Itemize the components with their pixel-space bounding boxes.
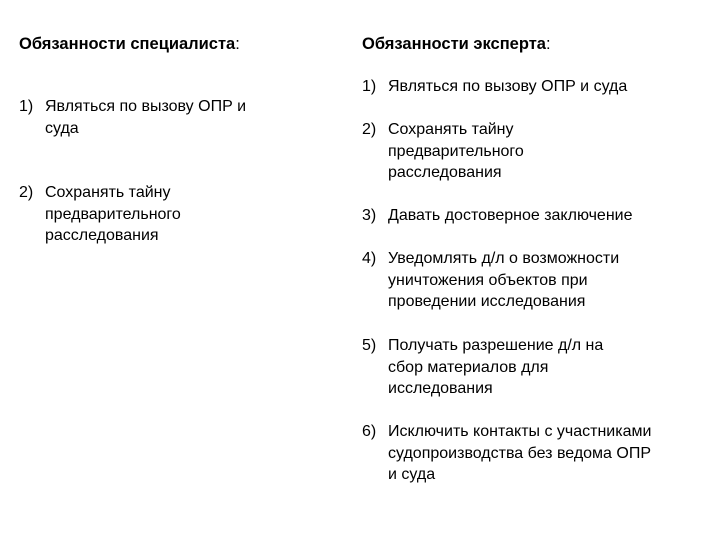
expert-duty-5: [362, 335, 642, 400]
expert-duty-3: [362, 205, 702, 227]
expert-duty-6: [362, 421, 662, 486]
specialist-heading: [19, 33, 240, 55]
list-number: 4): [362, 250, 377, 267]
expert-heading-text: Обязанности эксперта: [362, 35, 546, 53]
list-text: Уведомлять д/л о возможности уничтожения объектов при проведении исследования: [388, 250, 620, 310]
list-number: 3): [362, 207, 377, 224]
specialist-heading-colon: :: [235, 35, 240, 53]
list-number: 2): [362, 121, 377, 138]
list-number: 2): [19, 184, 34, 201]
list-text: Давать достоверное заключение: [388, 207, 633, 224]
list-number: 5): [362, 337, 377, 354]
specialist-heading-text: Обязанности специалиста: [19, 35, 236, 53]
list-number: 1): [19, 98, 34, 115]
expert-duty-4: [362, 248, 662, 313]
expert-heading-colon: :: [545, 35, 551, 53]
list-text: Сохранять тайну предварительного расследования: [45, 184, 181, 244]
list-text: Исключить контакты с участниками судопроизводства без ведома ОПР и суда: [388, 423, 652, 483]
expert-duty-1: [362, 76, 702, 98]
expert-duty-2: [362, 119, 572, 184]
list-text: Получать разрешение д/л на сбор материалов для исследования: [388, 337, 604, 397]
specialist-duty-1: [19, 96, 281, 139]
list-number: 1): [362, 78, 377, 95]
list-text: Являться по вызову ОПР и суда: [45, 98, 247, 137]
list-text: Сохранять тайну предварительного расследования: [388, 121, 524, 181]
specialist-duty-2: [19, 182, 229, 247]
list-text: Являться по вызову ОПР и суда: [388, 78, 628, 95]
list-number: 6): [362, 423, 377, 440]
expert-heading: [362, 33, 551, 55]
